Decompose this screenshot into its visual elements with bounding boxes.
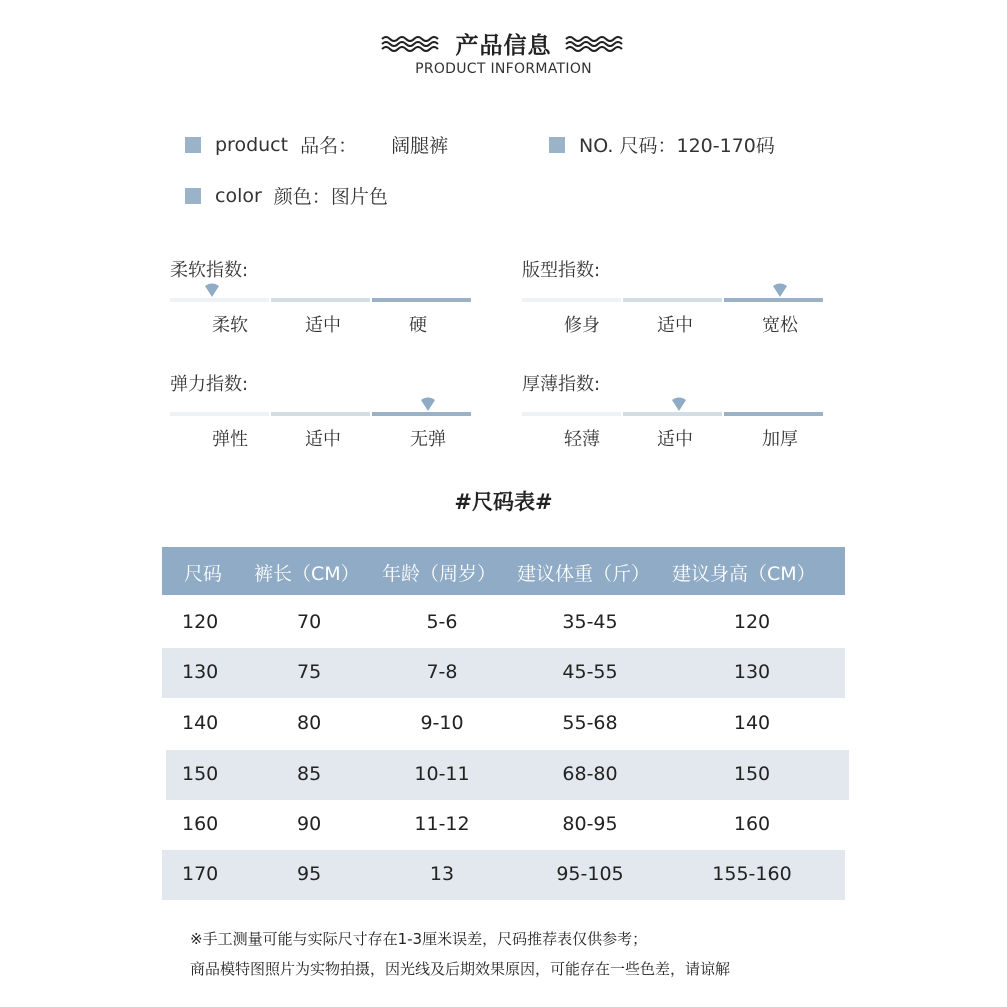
table-cell: 13	[429, 863, 455, 885]
table-cell: 80-95	[562, 813, 618, 835]
table-cell: 160	[733, 813, 771, 835]
index-marker-icon	[671, 396, 687, 412]
index-bar-segment	[522, 298, 621, 302]
index-option: 轻薄	[564, 429, 600, 450]
table-cell: 155-160	[712, 863, 792, 885]
table-cell: 170	[182, 863, 219, 885]
index-option: 适中	[305, 429, 341, 450]
size-label: NO. 尺码：	[579, 135, 677, 157]
index-bar-segment	[271, 298, 370, 302]
square-bullet-icon	[185, 188, 201, 204]
index-option: 无弹	[410, 429, 446, 450]
table-row	[162, 699, 845, 749]
header-cell: 建议身高（CM）	[672, 563, 816, 585]
color-value: 图片色	[330, 186, 388, 208]
table-row	[162, 850, 845, 900]
index-option: 适中	[657, 315, 693, 336]
index-bar-segment	[724, 412, 823, 416]
size-table-header	[162, 547, 845, 595]
table-cell: 140	[182, 712, 219, 734]
table-cell: 11-12	[414, 813, 470, 835]
table-cell: 90	[297, 813, 322, 835]
info-product	[185, 131, 448, 158]
table-cell: 120	[182, 611, 219, 633]
index-option: 硬	[409, 315, 427, 336]
table-cell: 5-6	[426, 611, 458, 633]
page-subtitle: PRODUCT INFORMATION	[415, 61, 592, 77]
table-cell: 75	[297, 661, 322, 683]
thickness-index	[522, 370, 823, 450]
table-row	[166, 750, 849, 800]
table-cell: 9-10	[420, 712, 464, 734]
table-cell: 120	[733, 611, 771, 633]
table-cell: 35-45	[562, 611, 618, 633]
index-label: 厚薄指数:	[522, 374, 601, 395]
table-cell: 80	[297, 712, 322, 734]
table-cell: 130	[733, 661, 771, 683]
table-cell: 85	[297, 763, 322, 785]
table-cell: 95	[297, 863, 322, 885]
table-row	[162, 598, 845, 648]
index-marker-icon	[772, 282, 788, 298]
table-cell: 150	[733, 763, 771, 785]
color-label: color	[215, 184, 262, 207]
table-cell: 70	[297, 611, 322, 633]
color-key: 颜色：	[273, 186, 331, 208]
header-cell: 裤长（CM）	[254, 563, 360, 585]
table-cell: 140	[733, 712, 771, 734]
page-header	[0, 26, 1007, 60]
index-bar-segment	[724, 298, 823, 302]
index-bar-segment	[623, 412, 722, 416]
table-cell: 7-8	[426, 661, 458, 683]
index-marker-icon	[204, 282, 220, 298]
index-bar-segment	[372, 412, 471, 416]
index-bar-segment	[170, 412, 269, 416]
index-option: 弹性	[212, 429, 248, 450]
page-title: 产品信息	[455, 32, 552, 59]
index-bar-segment	[271, 412, 370, 416]
wave-decoration-icon-left	[380, 34, 444, 52]
product-label: product	[215, 133, 289, 156]
index-bar-segment	[372, 298, 471, 302]
square-bullet-icon	[185, 137, 201, 153]
index-option: 柔软	[212, 315, 248, 336]
header-cell: 建议体重（斤）	[517, 563, 651, 585]
table-cell: 150	[182, 763, 219, 785]
table-cell: 10-11	[414, 763, 470, 785]
header-cell: 年龄（周岁）	[382, 563, 497, 585]
index-option: 适中	[657, 429, 693, 450]
table-row	[162, 648, 845, 698]
index-bar-segment	[522, 412, 621, 416]
info-color	[185, 182, 388, 209]
table-cell: 130	[182, 661, 219, 683]
table-cell: 95-105	[556, 863, 624, 885]
wave-decoration-icon-right	[564, 34, 628, 52]
index-option: 加厚	[762, 429, 798, 450]
table-cell: 45-55	[562, 661, 618, 683]
fit-index	[522, 256, 823, 336]
index-option: 宽松	[762, 315, 798, 336]
index-option: 适中	[305, 315, 341, 336]
size-value: 120-170码	[676, 135, 775, 157]
info-size	[549, 131, 775, 158]
square-bullet-icon	[549, 137, 565, 153]
header-cell: 尺码	[184, 563, 223, 585]
name-value: 阔腿裤	[391, 135, 449, 157]
index-label: 弹力指数:	[170, 374, 249, 395]
index-label: 版型指数:	[522, 260, 601, 281]
size-table-title: #尺码表#	[454, 490, 553, 514]
table-cell: 55-68	[562, 712, 618, 734]
measurement-note: ※手工测量可能与实际尺寸存在1-3厘米误差，尺码推荐表仅供参考；	[190, 930, 648, 948]
table-cell: 68-80	[562, 763, 618, 785]
name-label: 品名：	[300, 135, 358, 157]
index-option: 修身	[564, 315, 600, 336]
index-label: 柔软指数:	[170, 260, 249, 281]
index-bar-segment	[623, 298, 722, 302]
table-cell: 160	[182, 813, 219, 835]
index-bar-segment	[170, 298, 269, 302]
elasticity-index	[170, 370, 471, 450]
index-marker-icon	[420, 396, 436, 412]
table-row	[162, 800, 845, 850]
color-note: 商品模特图照片为实物拍摄，因光线及后期效果原因，可能存在一些色差，请谅解	[190, 960, 731, 978]
softness-index	[170, 256, 471, 336]
